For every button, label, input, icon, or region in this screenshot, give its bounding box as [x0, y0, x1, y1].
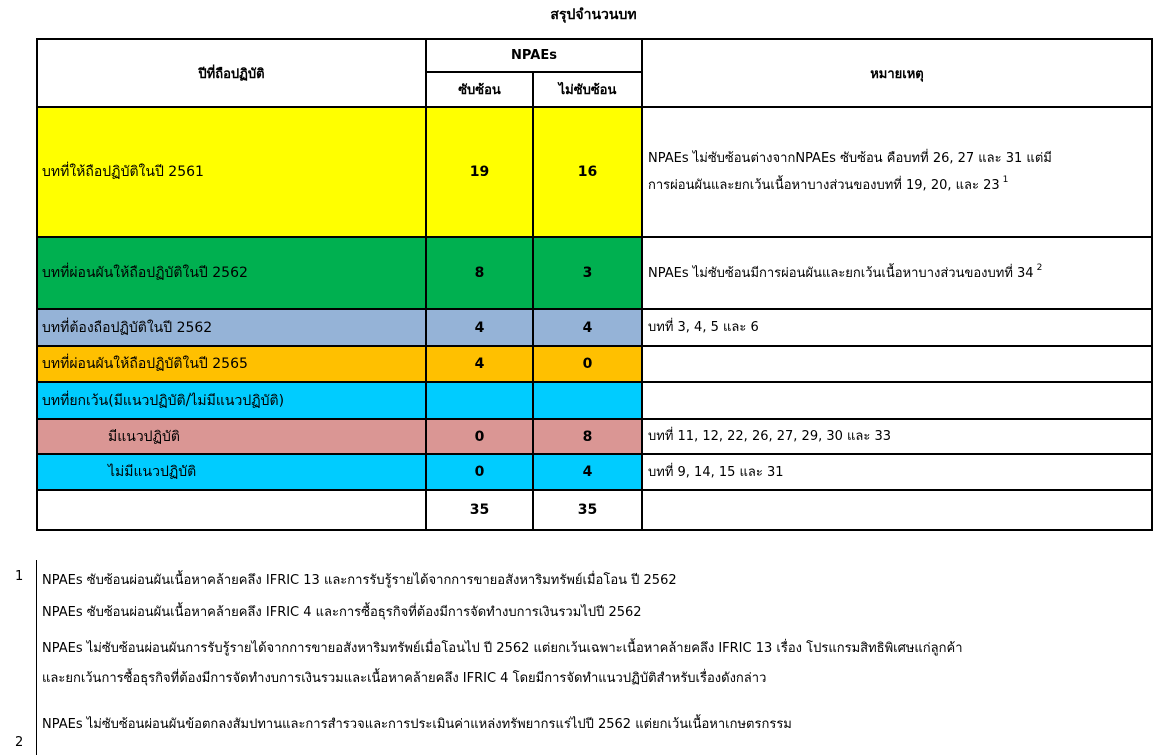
- table-row: [37, 346, 1152, 382]
- table-row: [37, 454, 1152, 490]
- row-label: บทที่ผ่อนผันให้ถือปฏิบัติในปี 2562: [37, 237, 426, 309]
- totals-label: [37, 490, 426, 530]
- total-non-complex: 35: [533, 490, 642, 530]
- row-value-complex: 4: [426, 309, 533, 346]
- footnote-ref: 1: [1002, 175, 1009, 185]
- row-note-line: NPAEs ไม่ซับซ้อนมีการผ่อนผันและยกเว้นเนื้อหาบางส่วนของบทที่ 34: [648, 265, 1034, 281]
- row-value-complex: 0: [426, 454, 533, 490]
- row-label: ไม่มีแนวปฏิบัติ: [37, 454, 426, 490]
- row-note: บทที่ 9, 14, 15 และ 31: [642, 454, 1152, 490]
- row-note: บทที่ 11, 12, 22, 26, 27, 29, 30 และ 33: [642, 419, 1152, 454]
- page-title: สรุปจำนวนบท: [550, 7, 637, 23]
- row-value-complex: 19: [426, 107, 533, 237]
- row-note-line: การผ่อนผันและยกเว้นเนื้อหาบางส่วนของบทที่ 19, 20, และ 23: [648, 178, 1000, 193]
- row-label: บทที่ต้องถือปฏิบัติในปี 2562: [37, 309, 426, 346]
- totals-row: [37, 490, 1152, 530]
- header-npaes: NPAEs: [426, 39, 642, 72]
- row-value-complex: 0: [426, 419, 533, 454]
- footnote-line: NPAEs ไม่ซับซ้อนผ่อนผันการรับรู้รายได้จากการขายอสังหาริมทรัพย์เมื่อโอนไป ปี 2562 แต่ยกเว้นเฉพาะเนื้อหาคล้ายคลึง IFRIC 13 เรื่อง โปรแกรมสิทธิพิเศษแก่ลูกค้า: [42, 641, 963, 656]
- footnote-line: NPAEs ซับซ้อนผ่อนผันเนื้อหาคล้ายคลึง IFRIC 13 และการรับรู้รายได้จากการขายอสังหาริมทรัพย์เมื่อโอน ปี 2562: [42, 573, 677, 588]
- total-complex: 35: [426, 490, 533, 530]
- row-value-non-complex: 3: [533, 237, 642, 309]
- footnote-line: NPAEs ไม่ซับซ้อนผ่อนผันข้อตกลงสัมปทานและการสำรวจและการประเมินค่าแหล่งทรัพยากรแร่ไปปี 2562 แต่ยกเว้นเนื้อหาเกษตรกรรม: [42, 717, 792, 732]
- row-value-complex: 4: [426, 346, 533, 382]
- row-note: [642, 107, 1152, 237]
- summary-table: [36, 38, 1153, 531]
- table-row: [37, 419, 1152, 454]
- header-complex: ซับซ้อน: [426, 72, 533, 107]
- row-label: มีแนวปฏิบัติ: [37, 419, 426, 454]
- footnote-ref: 2: [1036, 262, 1043, 273]
- row-label: บทที่ผ่อนผันให้ถือปฏิบัติในปี 2565: [37, 346, 426, 382]
- footnote-line: NPAEs ซับซ้อนผ่อนผันเนื้อหาคล้ายคลึง IFRIC 4 และการซื้อธุรกิจที่ต้องมีการจัดทำงบการเงินรวมไปปี 2562: [42, 605, 642, 620]
- row-value-non-complex: 16: [533, 107, 642, 237]
- footnote-number: 2: [15, 735, 24, 750]
- table-row: [37, 309, 1152, 346]
- row-value-non-complex: [533, 382, 642, 419]
- row-label: บทที่ให้ถือปฏิบัติในปี 2561: [37, 107, 426, 237]
- row-value-non-complex: 4: [533, 454, 642, 490]
- totals-note: [642, 490, 1152, 530]
- table-row: [37, 237, 1152, 309]
- row-value-complex: [426, 382, 533, 419]
- row-note: [642, 382, 1152, 419]
- footnotes: [15, 560, 1151, 755]
- header-non-complex: ไม่ซับซ้อน: [533, 72, 642, 107]
- row-value-complex: 8: [426, 237, 533, 309]
- header-notes: หมายเหตุ: [642, 39, 1152, 107]
- row-note-line: NPAEs ไม่ซับซ้อนต่างจากNPAEs ซับซ้อน คือบทที่ 26, 27 และ 31 แต่มี: [648, 151, 1052, 166]
- header-year: ปีที่ถือปฏิบัติ: [37, 39, 426, 107]
- table-row: [37, 107, 1152, 237]
- row-value-non-complex: 0: [533, 346, 642, 382]
- footnote-number: 1: [15, 569, 24, 584]
- row-note: บทที่ 3, 4, 5 และ 6: [642, 309, 1152, 346]
- row-note: [642, 346, 1152, 382]
- table-row: [37, 382, 1152, 419]
- row-note: [642, 237, 1152, 309]
- row-value-non-complex: 4: [533, 309, 642, 346]
- footnote-line: และยกเว้นการซื้อธุรกิจที่ต้องมีการจัดทำงบการเงินรวมและเนื้อหาคล้ายคลึง IFRIC 4 โดยมีการจัดทำแนวปฏิบัติสำหรับเรื่องดังกล่าว: [42, 671, 767, 686]
- row-label: บทที่ยกเว้น(มีแนวปฏิบัติ/ไม่มีแนวปฏิบัติ): [37, 382, 426, 419]
- row-value-non-complex: 8: [533, 419, 642, 454]
